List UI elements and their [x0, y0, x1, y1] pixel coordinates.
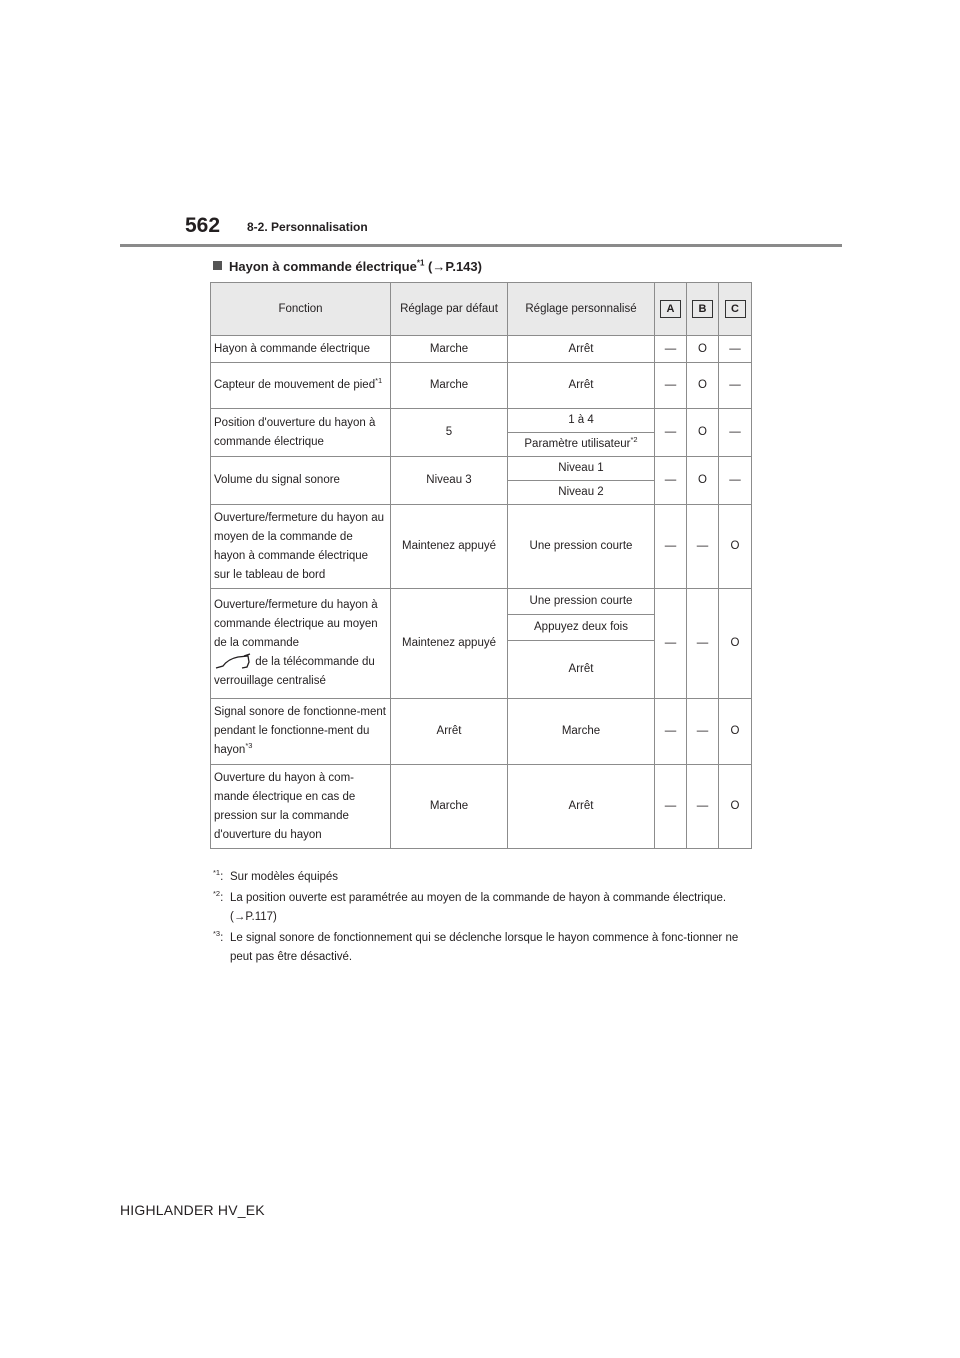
cell-a: — [655, 457, 687, 505]
cell-custom: Niveau 2 [508, 481, 655, 505]
cell-a: — [655, 765, 687, 849]
table-row [211, 765, 752, 849]
cell-a: — [655, 336, 687, 363]
cell-function: Volume du signal sonore [211, 457, 391, 505]
subsection-heading: Hayon à commande électrique$^{*1}$ (→P.143) [213, 259, 482, 274]
table-row [211, 363, 752, 409]
cell-b: O [687, 363, 719, 409]
cell-function: Signal sonore de fonctionne-ment pendant le fonctionne-ment du hayon$^{*3}$ [211, 699, 391, 765]
cell-default: 5 [391, 409, 508, 457]
table-row [211, 409, 752, 433]
header-custom: Réglage personnalisé [508, 283, 655, 336]
table-row [211, 699, 752, 765]
table-row [211, 336, 752, 363]
cell-default: Marche [391, 363, 508, 409]
cell-default: Arrêt [391, 699, 508, 765]
cell-function: Ouverture/fermeture du hayon à commande électrique au moyen de la commande de la télécommande du verrouillage centralisé [211, 589, 391, 699]
cell-c: — [719, 409, 752, 457]
cell-a: — [655, 589, 687, 699]
cell-function: Capteur de mouvement de pied$^{*1}$ [211, 363, 391, 409]
cell-custom: Niveau 1 [508, 457, 655, 481]
page-number: 562 [185, 214, 221, 237]
header-function: Fonction [211, 283, 391, 336]
cell-a: — [655, 409, 687, 457]
header-col-c: C [719, 283, 752, 336]
cell-c: — [719, 363, 752, 409]
table-row [211, 505, 752, 589]
cell-c: — [719, 457, 752, 505]
cell-custom: Arrêt [508, 641, 655, 699]
cell-default: Marche [391, 765, 508, 849]
cell-custom: 1 à 4 [508, 409, 655, 433]
cell-b: O [687, 409, 719, 457]
cell-custom: Arrêt [508, 336, 655, 363]
car-liftgate-icon [214, 653, 252, 671]
cell-custom: Arrêt [508, 363, 655, 409]
footnote: $^{*1}$: Sur modèles équipés [213, 868, 339, 883]
square-bullet-icon [213, 261, 222, 270]
cell-a: — [655, 363, 687, 409]
cell-b: O [687, 457, 719, 505]
section-title: 8-2. Personnalisation [247, 220, 368, 234]
cell-b: — [687, 765, 719, 849]
cell-c: O [719, 589, 752, 699]
document-footer: HIGHLANDER HV_EK [120, 1202, 265, 1218]
cell-default: Niveau 3 [391, 457, 508, 505]
cell-custom: Une pression courte [508, 589, 655, 615]
table-header-row [211, 283, 752, 336]
cell-default: Maintenez appuyé [391, 589, 508, 699]
header-default: Réglage par défaut [391, 283, 508, 336]
cell-b: — [687, 589, 719, 699]
cell-a: — [655, 505, 687, 589]
table-row [211, 589, 752, 615]
cell-custom: Une pression courte [508, 505, 655, 589]
cell-b: — [687, 699, 719, 765]
cell-function: Position d'ouverture du hayon à commande électrique [211, 409, 391, 457]
cell-a: — [655, 699, 687, 765]
cell-c: O [719, 505, 752, 589]
cell-default: Maintenez appuyé [391, 505, 508, 589]
settings-table [210, 282, 752, 849]
footnote: $^{*2}$: La position ouverte est paramétrée au moyen de la commande de hayon à commande électrique. (→P.117) [213, 889, 727, 923]
cell-custom: Arrêt [508, 765, 655, 849]
cell-custom: Paramètre utilisateur$^{*2}$ [508, 433, 655, 457]
cell-custom: Marche [508, 699, 655, 765]
cell-c: — [719, 336, 752, 363]
cell-b: — [687, 505, 719, 589]
header-divider [120, 244, 842, 247]
cell-c: O [719, 699, 752, 765]
cell-function: Ouverture du hayon à com-mande électrique en cas de pression sur la commande d'ouverture du hayon [211, 765, 391, 849]
cell-function: Ouverture/fermeture du hayon au moyen de la commande de hayon à commande électrique sur le tableau de bord [211, 505, 391, 589]
cell-function: Hayon à commande électrique [211, 336, 391, 363]
cell-b: O [687, 336, 719, 363]
cell-default: Marche [391, 336, 508, 363]
cell-custom: Appuyez deux fois [508, 615, 655, 641]
table-row [211, 457, 752, 481]
cell-c: O [719, 765, 752, 849]
footnote: $^{*3}$: Le signal sonore de fonctionnement qui se déclenche lorsque le hayon commence à fonc-tionner ne peut pas être désactivé. [213, 929, 739, 963]
header-col-b: B [687, 283, 719, 336]
header-col-a: A [655, 283, 687, 336]
footnotes [213, 868, 753, 969]
